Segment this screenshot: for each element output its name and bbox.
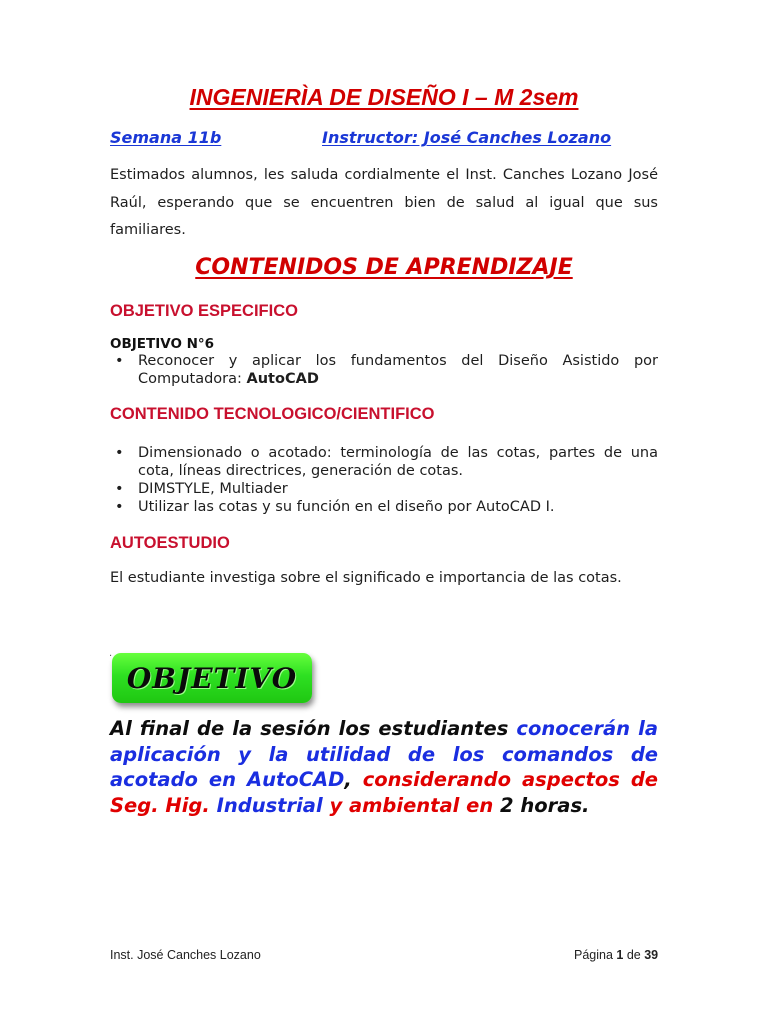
page-total: 39 [644,948,659,962]
session-goal-statement [110,716,658,818]
objective-badge [112,653,312,703]
page-label: Página [574,948,617,962]
footer-page-number [574,948,658,962]
objective-text: Reconocer y aplicar los fundamentos del Diseño Asistido por Computadora: [138,353,658,387]
goal-part-environmental: y ambiental en [322,793,501,817]
specific-objective-heading: OBJETIVO ESPECIFICO [110,302,298,320]
self-study-text: El estudiante investiga sobre el significado e importancia de las cotas. [110,570,622,586]
objective-bold-text: AutoCAD [246,371,319,387]
goal-part-duration: 2 horas. [500,793,590,817]
goal-part-comma: , [344,768,363,791]
page-current: 1 [616,948,624,962]
intro-paragraph: Estimados alumnos, les saluda cordialmente el Inst. Canches Lozano José Raúl, esperando que se encuentren bien de salud al igual que sus familiares. [110,167,658,238]
list-item: • Dimensionado o acotado: terminología de las cotas, partes de una cota, líneas directrices, generación de cotas. [110,444,658,480]
document-title: INGENIERÌA DE DISEÑO I – M 2sem [189,84,579,110]
objective-list [110,352,658,388]
tech-content-list [110,444,658,516]
footer-author: Inst. José Canches Lozano [110,948,261,962]
objective-number: OBJETIVO N°6 [110,336,215,352]
learning-contents-heading: CONTENIDOS DE APRENDIZAJE [195,255,573,280]
goal-part-knowledge: conocerán la aplicación y la utilidad de los comandos de acotado en AutoCAD [110,717,658,791]
page-of: de [623,948,645,962]
goal-part-industrial: Industrial [216,793,323,817]
stray-dot: . [109,648,113,659]
goal-part-considering: considerando aspectos de Seg. Hig. [110,768,659,817]
self-study-heading: AUTOESTUDIO [110,534,230,552]
instructor-label: Instructor: José Canches Lozano [322,128,612,147]
objective-badge-label: OBJETIVO [126,661,298,695]
list-item: • DIMSTYLE, Multiader [110,480,658,498]
goal-part-intro: Al final de la sesión los estudiantes [110,717,517,740]
list-item [110,352,658,388]
week-label: Semana 11b [110,128,222,147]
tech-content-heading: CONTENIDO TECNOLOGICO/CIENTIFICO [110,405,435,423]
list-item: • Utilizar las cotas y su función en el diseño por AutoCAD I. [110,498,658,516]
